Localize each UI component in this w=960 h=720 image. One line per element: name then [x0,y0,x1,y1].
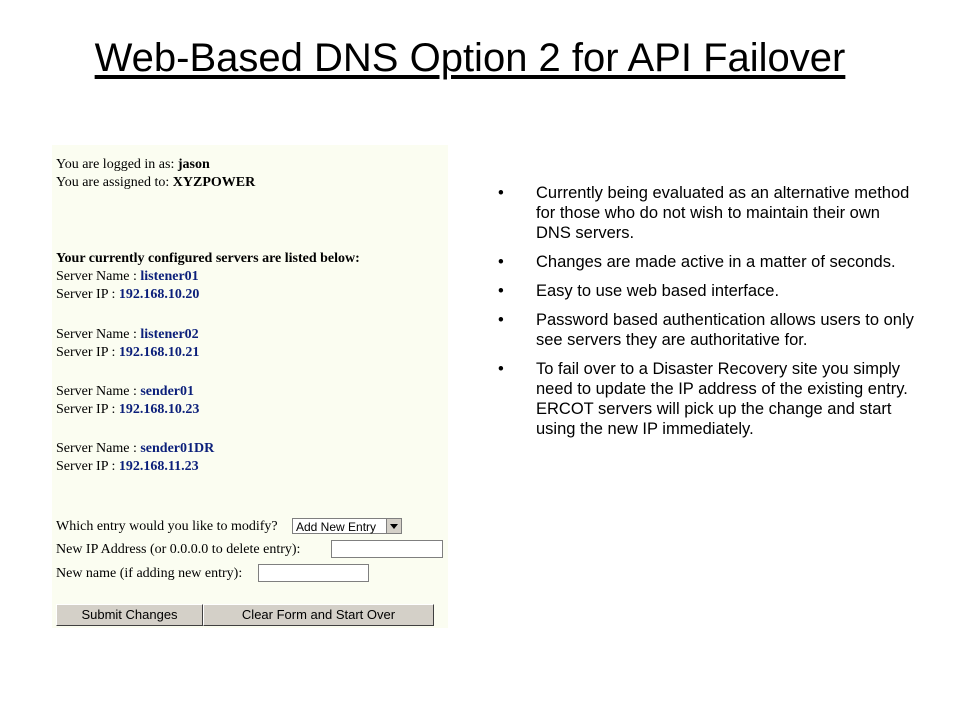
bullet-item [498,281,918,301]
slide-title: Web-Based DNS Option 2 for API Failover [94,36,846,80]
bullet-icon: • [498,253,504,271]
server-name-line [56,269,199,285]
server-ip-line [56,459,199,475]
assigned-value: XYZPOWER [172,175,256,190]
server-ip: 192.168.10.20 [118,287,200,302]
server-name-line [56,441,214,457]
bullet-icon: • [498,360,504,378]
bullet-item [498,359,918,439]
bullet-item [498,310,918,350]
new-ip-input[interactable] [331,540,443,558]
modify-label: Which entry would you like to modify? [56,519,278,534]
clear-form-button[interactable]: Clear Form and Start Over [203,604,434,626]
bullet-item [498,252,918,272]
server-name: listener02 [140,327,199,342]
bullet-icon: • [498,311,504,329]
servers-heading: Your currently configured servers are listed below: [56,251,360,266]
modify-entry-selected: Add New Entry [296,520,377,534]
server-ip-line [56,402,199,418]
server-ip-label: Server IP : [56,459,116,474]
bullet-text: To fail over to a Disaster Recovery site you simply need to update the IP address of the existing entry. ERCOT servers will pick up the change and start using the new IP immediately. [536,360,908,438]
server-name-label: Server Name : [56,441,137,456]
bullet-icon: • [498,282,504,300]
server-name: sender01DR [140,441,215,456]
new-name-input[interactable] [258,564,369,582]
server-ip-label: Server IP : [56,402,116,417]
server-ip-line [56,287,199,303]
logged-in-label: You are logged in as: [56,157,175,172]
server-name-line [56,327,199,343]
submit-changes-button[interactable]: Submit Changes [56,604,203,626]
bullet-text: Currently being evaluated as an alternative method for those who do not wish to maintain their own DNS servers. [536,184,910,242]
modify-entry-select[interactable] [292,518,402,534]
bullet-list [498,183,918,448]
dns-web-page-screenshot [52,145,448,628]
bullet-text: Easy to use web based interface. [536,282,780,300]
server-ip-label: Server IP : [56,345,116,360]
assigned-label: You are assigned to: [56,175,170,190]
logged-in-line [56,157,210,173]
bullet-text: Changes are made active in a matter of seconds. [536,253,896,271]
assigned-line [56,175,255,191]
new-name-label: New name (if adding new entry): [56,566,243,581]
server-ip: 192.168.10.21 [118,345,200,360]
bullet-item [498,183,918,243]
server-name-label: Server Name : [56,269,137,284]
server-name-label: Server Name : [56,327,137,342]
server-ip: 192.168.11.23 [118,459,199,474]
bullet-icon: • [498,184,504,202]
server-ip-line [56,345,199,361]
server-name-label: Server Name : [56,384,137,399]
server-ip: 192.168.10.23 [118,402,200,417]
new-ip-label: New IP Address (or 0.0.0.0 to delete entry): [56,542,301,557]
chevron-down-icon[interactable] [386,519,401,533]
server-ip-label: Server IP : [56,287,116,302]
server-name-line [56,384,194,400]
server-name: sender01 [140,384,195,399]
logged-in-user: jason [177,157,210,172]
server-name: listener01 [140,269,199,284]
bullet-text: Password based authentication allows users to only see servers they are authoritative for. [536,311,914,349]
form-buttons [56,604,434,626]
